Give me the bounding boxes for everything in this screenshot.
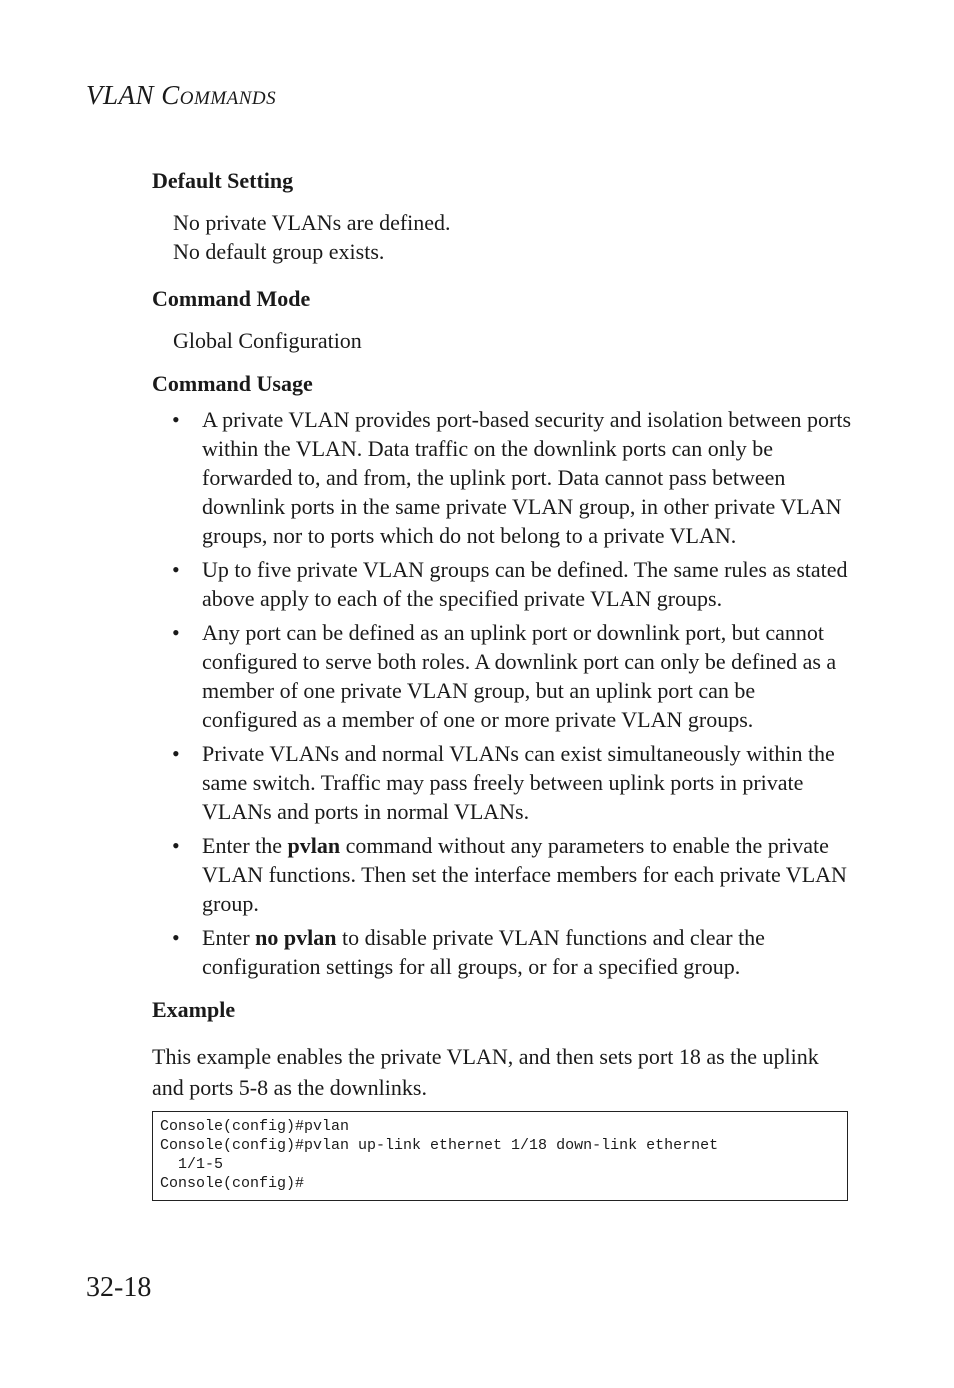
default-setting-heading: Default Setting [152,168,294,193]
command-mode-heading: Command Mode [152,286,311,311]
command-mode-section [152,284,852,355]
command-mode-line: Global Configuration [173,328,362,353]
default-setting-line: No default group exists. [173,239,385,264]
usage-bullet: • A private VLAN provides port-based security and isolation between ports within the VLAN. Data traffic on the downlink ports can only be forwarded to, and from, the uplink port. Data cannot pass between downlink ports in the same private VLAN group, in other private VLAN groups, nor to ports which do not belong to a private VLAN. [172,407,852,548]
usage-bullet-pre: Enter the [202,833,288,858]
usage-bullet: • Private VLANs and normal VLANs can exist simultaneously within the same switch. Traffic may pass freely between uplink ports in private VLANs and ports in normal VLANs. [172,741,835,824]
usage-bullet: • Up to five private VLAN groups can be defined. The same rules as stated above apply to each of the specified private VLAN groups. [172,557,848,611]
header-title-first: VLAN C [86,80,180,110]
header-title-rest: OMMANDS [179,88,277,109]
usage-bullet-post: to disable private VLAN functions and clear the configuration settings for all groups, or for a specified group. [202,925,765,979]
usage-list [152,405,852,981]
usage-bullet-text: A private VLAN provides port-based security and isolation between ports within the VLAN. Data traffic on the downlink ports can only be forwarded to, and from, the uplink port. Data cannot pass between downlink ports in the same private VLAN group, in other private VLAN groups, nor to ports which do not belong to a private VLAN. [202,407,852,548]
running-header [86,80,276,111]
usage-bullet: • Any port can be defined as an uplink port or downlink port, but cannot configured to serve both roles. A downlink port can only be defined as a member of one private VLAN group, but an uplink port can be configured as a member of one or more private VLAN groups. [172,620,837,732]
example-section [152,995,852,1201]
usage-bullet-text: Up to five private VLAN groups can be defined. The same rules as stated above apply to each of the specified private VLAN groups. [202,557,848,611]
default-setting-section [152,166,852,266]
command-usage-heading: Command Usage [152,371,313,396]
command-keyword: no pvlan [255,925,337,950]
command-keyword: pvlan [287,833,341,858]
usage-bullet: • Enter no pvlan to disable private VLAN functions and clear the configuration settings for all groups, or for a specified group. [172,925,765,979]
usage-bullet: • Enter the pvlan command without any parameters to enable the private VLAN functions. Then set the interface members for each private VLAN group. [172,833,847,916]
example-intro: This example enables the private VLAN, and then sets port 18 as the uplink and ports 5-8 as the downlinks. [152,1044,819,1100]
example-heading: Example [152,997,236,1022]
usage-bullet-text: Any port can be defined as an uplink port or downlink port, but cannot configured to serve both roles. A downlink port can only be defined as a member of one private VLAN group, but an uplink port can be configured as a member of one or more private VLAN groups. [202,620,837,732]
usage-bullet-pre: Enter [202,925,256,950]
default-setting-line: No private VLANs are defined. [173,210,451,235]
command-usage-section [152,369,852,981]
code-example: Console(config)#pvlan Console(config)#pvlan up-link ethernet 1/18 down-link ethernet 1/1-5 Console(config)# [152,1111,848,1201]
usage-bullet-text: Private VLANs and normal VLANs can exist simultaneously within the same switch. Traffic may pass freely between uplink ports in private VLANs and ports in normal VLANs. [202,741,835,824]
page-number: 32-18 [86,1272,152,1303]
usage-bullet-post: command without any parameters to enable the private VLAN functions. Then set the interface members for each private VLAN group. [202,833,847,916]
page-content [152,166,852,1213]
